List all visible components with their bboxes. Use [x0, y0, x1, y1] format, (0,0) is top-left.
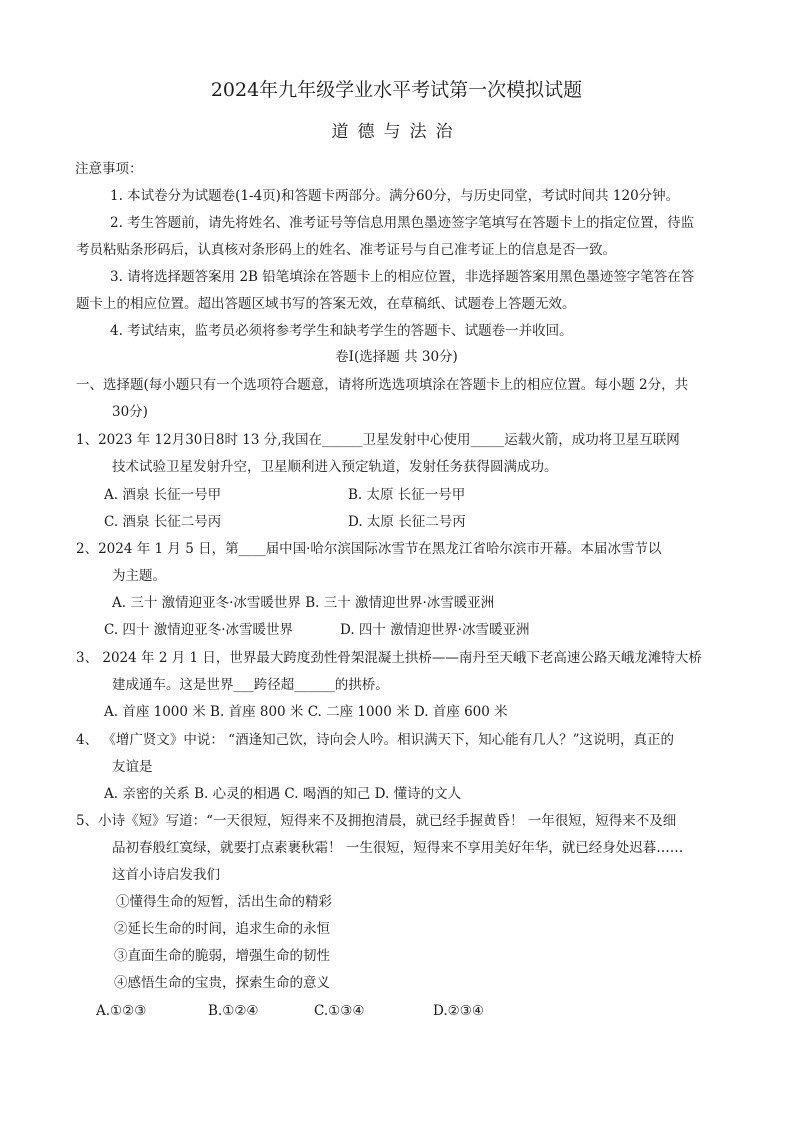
question-5: 5、小诗《短》写道：“一天很短，短得来不及拥抱清晨，就已经手握黄昏！ 一年很短，短得来不及细 [76, 813, 677, 829]
section-heading: 卷Ⅰ(选择题 共 30分) [335, 349, 458, 365]
notice-item-3: 3. 请将选择题答案用 2B 铅笔填涂在答题卡上的相应位置，非选择题答案用黑色墨迹签字笔答在答 [110, 269, 695, 285]
question-2-option-c: C. 四十 激情迎亚冬·冰雪暖世界 [104, 622, 294, 638]
question-5-option-d: D.②③④ [433, 1003, 484, 1019]
question-5-cont: 品初春般红寞绿，就要打点素裹秋霜！ 一生很短，短得来不享用美好年华，就已经身处迟暮…… [112, 840, 684, 856]
question-3: 3、 2024 年 2 月 1 日，世界最大跨度劲性骨架混凝土拱桥——南丹至天峨下老高速公路天峨龙滩特大桥 [76, 650, 702, 666]
notice-item-2: 2. 考生答题前，请先将姓名、准考证号等信息用黑色墨迹签字笔填写在答题卡上的指定位置，待监 [110, 215, 695, 231]
question-5-cont-2: 这首小诗启发我们 [112, 867, 220, 883]
notice-item-3-cont: 题卡上的相应位置。超出答题区域书写的答案无效，在草稿纸、试题卷上答题无效。 [76, 296, 576, 312]
question-5-statement-1: ①懂得生命的短暂，活出生命的精彩 [116, 894, 332, 910]
question-4-options: A. 亲密的关系 B. 心灵的相遇 C. 喝酒的知己 D. 懂诗的文人 [104, 786, 462, 802]
question-1-option-a: A. 酒泉 长征一号甲 [104, 487, 222, 503]
question-4-cont: 友谊是 [112, 759, 153, 775]
question-2-options-ab: A. 三十 激情迎亚冬·冰雪暖世界 B. 三十 激情迎世界·冰雪暖亚洲 [112, 595, 495, 611]
question-5-option-a: A.①②③ [96, 1003, 147, 1019]
question-5-option-c: C.①③④ [314, 1003, 365, 1019]
subject-title: 道德与法治 [331, 122, 462, 142]
question-1: 1、2023 年 12月30日8时 13 分,我国在______卫星发射中心使用_____运载火箭，成功将卫星互联网 [76, 432, 680, 448]
question-1-option-d: D. 太原 长征二号丙 [348, 514, 466, 530]
question-2-cont: 为主题。 [112, 568, 166, 584]
question-1-option-c: C. 酒泉 长征二号丙 [104, 514, 222, 530]
notice-item-4: 4. 考试结束，监考员必须将参考学生和缺考学生的答题卡、试题卷一并收回。 [110, 323, 573, 339]
exam-title: 2024年九年级学业水平考试第一次模拟试题 [210, 79, 583, 101]
question-5-statement-4: ④感悟生命的宝贵，探索生命的意义 [114, 975, 330, 991]
notice-item-2-cont: 考员粘贴条形码后，认真核对条形码上的姓名、准考证号与自己准考证上的信息是否一致。 [76, 242, 616, 258]
notice-item-1: 1. 本试卷分为试题卷(1-4页)和答题卡两部分。满分60分，与历史同堂，考试时间共 120分钟。 [110, 188, 680, 204]
question-1-option-b: B. 太原 长征一号甲 [348, 487, 466, 503]
question-3-options: A. 首座 1000 米 B. 首座 800 米 C. 二座 1000 米 D. 首座 600 米 [104, 704, 508, 720]
question-1-cont: 技术试验卫星发射升空，卫星顺利进入预定轨道，发射任务获得圆满成功。 [112, 459, 558, 475]
question-2-option-d: D. 四十 激情迎世界·冰雪暖亚洲 [340, 622, 530, 638]
section-instruction: 一、选择题(每小题只有一个选项符合题意，请将所选选项填涂在答题卡上的相应位置。每小题 2分，共 [76, 377, 689, 393]
question-3-cont: 建成通车。这是世界___跨径超______的拱桥。 [112, 677, 389, 693]
question-2: 2、2024 年 1 月 5 日，第____届中国·哈尔滨国际冰雪节在黑龙江省哈尔滨市开幕。本届冰雪节以 [76, 541, 662, 557]
section-instruction-cont: 30分) [112, 404, 148, 420]
question-5-statement-2: ②延长生命的时间，追求生命的永恒 [114, 921, 330, 937]
question-5-option-b: B.①②④ [208, 1003, 259, 1019]
notice-heading: 注意事项： [75, 161, 143, 177]
question-5-statement-3: ③直面生命的脆弱，增强生命的韧性 [114, 948, 330, 964]
question-4: 4、 《增广贤文》中说： “酒逢知己饮，诗向会人吟。相识满天下，知心能有几人？”这说明，真正的 [76, 732, 674, 748]
